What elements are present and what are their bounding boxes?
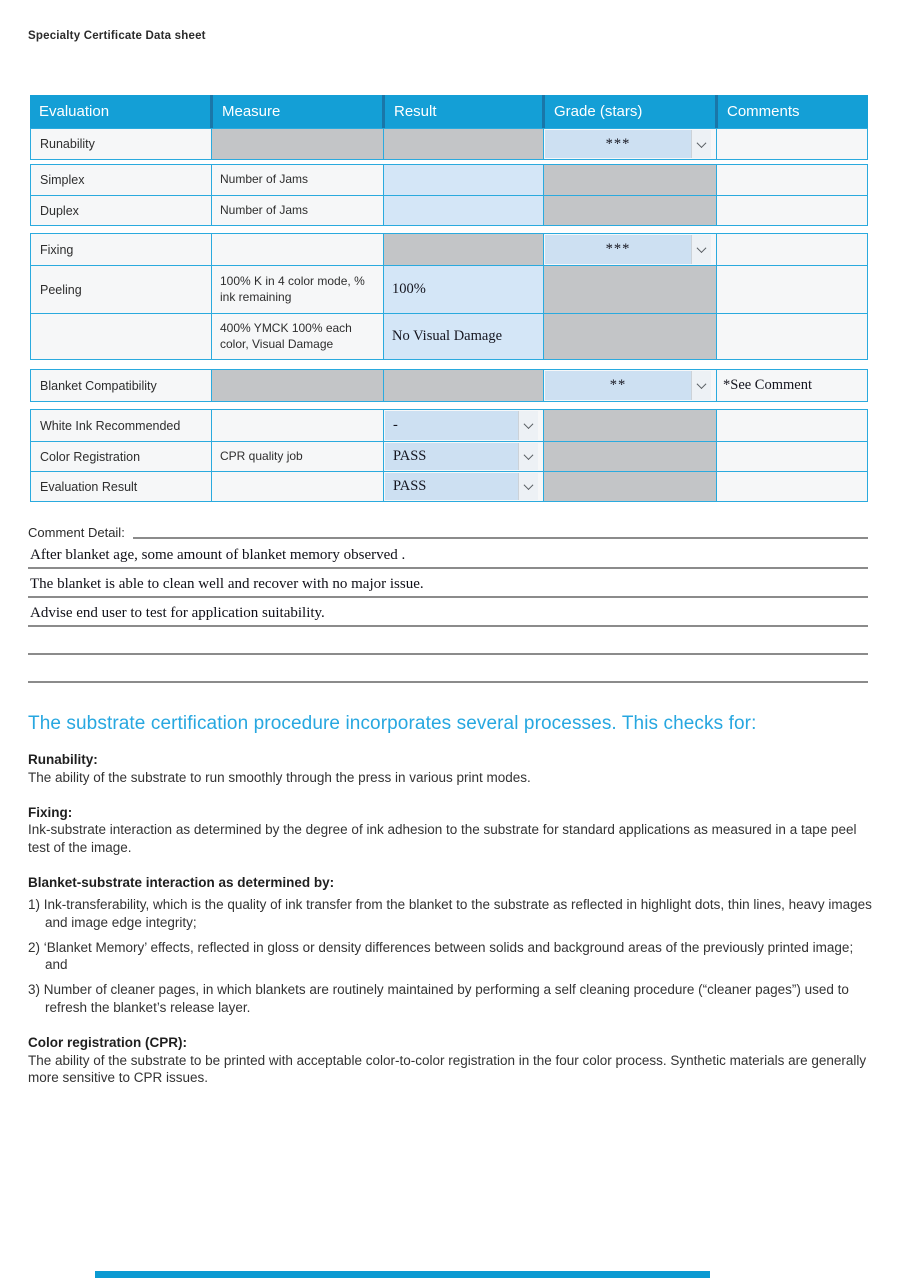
chevron-down-icon xyxy=(691,371,711,400)
result-dropdown-white-ink[interactable] xyxy=(385,411,538,440)
column-header-evaluation: Evaluation xyxy=(39,103,110,120)
numbered-list xyxy=(28,896,874,1017)
measure-cell xyxy=(211,472,383,501)
measure-cell xyxy=(211,129,383,159)
section-blanket-interaction xyxy=(28,874,874,1017)
measure-cell: 100% K in 4 color mode, % ink remaining xyxy=(211,266,383,313)
table-header-row xyxy=(30,95,868,128)
chevron-down-icon xyxy=(518,411,538,440)
table-group-results xyxy=(30,409,868,502)
section-fixing xyxy=(28,804,874,857)
section-title: Blanket-substrate interaction as determined by: xyxy=(28,875,335,891)
result-value: - xyxy=(393,417,398,433)
comment-detail-label: Comment Detail: xyxy=(28,525,125,540)
evaluation-label: Runability xyxy=(40,137,95,151)
grade-cell xyxy=(543,314,716,359)
table-row-color-registration xyxy=(31,441,867,471)
evaluation-label: Duplex xyxy=(40,203,79,218)
comment-detail-leadline xyxy=(133,537,868,539)
comments-cell: *See Comment xyxy=(716,370,867,401)
result-cell: 100% xyxy=(383,266,543,313)
comments-cell xyxy=(716,196,867,225)
evaluation-label: White Ink Recommended xyxy=(40,418,181,433)
table-row-fixing xyxy=(31,234,867,265)
measure-cell: CPR quality job xyxy=(211,442,383,471)
result-cell xyxy=(383,472,543,501)
list-item: 1) Ink-transferability, which is the quality of ink transfer from the blanket to the substrate as reflected in highlight dots, thin lines, heavy images and image edge integrity; xyxy=(28,896,872,930)
chevron-down-icon xyxy=(518,443,538,470)
measure-cell: 400% YMCK 100% each color, Visual Damage xyxy=(211,314,383,359)
table-group-jams xyxy=(30,164,868,226)
column-header-measure: Measure xyxy=(210,95,382,128)
table-group-fixing xyxy=(30,233,868,360)
table-row-peeling xyxy=(31,265,867,313)
column-header-comments: Comments xyxy=(715,95,868,128)
section-heading: The substrate certification procedure incorporates several processes. This checks for: xyxy=(28,713,757,734)
column-header-result: Result xyxy=(382,95,542,128)
table-group-blanket xyxy=(30,369,868,402)
section-title: Color registration (CPR): xyxy=(28,1034,188,1050)
grade-cell xyxy=(543,129,716,159)
comments-cell xyxy=(716,234,867,265)
evaluation-label xyxy=(31,314,211,359)
comments-cell xyxy=(716,442,867,471)
explanation-body xyxy=(28,751,874,1104)
grade-cell xyxy=(543,370,716,401)
comment-line[interactable]: Advise end user to test for application suitability. xyxy=(28,598,868,627)
table-row-duplex xyxy=(31,195,867,225)
result-cell: No Visual Damage xyxy=(383,314,543,359)
section-text: The ability of the substrate to run smoothly through the press in various print modes. xyxy=(28,769,531,785)
comments-cell xyxy=(716,129,867,159)
grade-dropdown-fixing[interactable] xyxy=(545,235,711,264)
result-cell xyxy=(383,165,543,195)
measure-cell: Number of Jams xyxy=(211,165,383,195)
grade-dropdown-runability[interactable] xyxy=(545,130,711,158)
grade-value: *** xyxy=(605,135,631,152)
result-value: PASS xyxy=(393,448,427,464)
table-row-blanket-compatibility xyxy=(31,370,867,401)
result-value: PASS xyxy=(393,478,427,494)
chevron-down-icon xyxy=(691,130,711,158)
evaluation-label: Color Registration xyxy=(40,449,141,464)
result-dropdown-evaluation-result[interactable] xyxy=(385,473,538,500)
page-title: Specialty Certificate Data sheet xyxy=(28,30,206,42)
result-dropdown-color-registration[interactable] xyxy=(385,443,538,470)
table-row-evaluation-result xyxy=(31,471,867,501)
measure-cell: Number of Jams xyxy=(211,196,383,225)
section-runability xyxy=(28,751,874,787)
comments-cell xyxy=(716,472,867,501)
grade-cell xyxy=(543,165,716,195)
grade-cell xyxy=(543,410,716,441)
evaluation-label: Blanket Compatibility xyxy=(40,378,157,393)
grade-cell xyxy=(543,442,716,471)
list-item: 3) Number of cleaner pages, in which blankets are routinely maintained by performing a self cleaning procedure (“cleaner pages”) used to refresh the blanket’s release layer. xyxy=(28,982,849,1015)
grade-dropdown-blanket[interactable] xyxy=(545,371,711,400)
grade-cell xyxy=(543,472,716,501)
footer-accent-bar xyxy=(95,1271,710,1278)
evaluation-label: Fixing xyxy=(40,242,74,257)
chevron-down-icon xyxy=(518,473,538,500)
section-title: Runability: xyxy=(28,752,98,767)
evaluation-label: Evaluation Result xyxy=(40,479,138,494)
comment-line[interactable]: After blanket age, some amount of blanket memory observed . xyxy=(28,540,868,569)
table-row-visual-damage xyxy=(31,313,867,359)
grade-value: ** xyxy=(609,377,627,393)
grade-value: *** xyxy=(605,241,631,257)
comment-line[interactable] xyxy=(28,655,868,683)
comment-detail-section xyxy=(28,521,868,683)
result-cell xyxy=(383,196,543,225)
result-cell xyxy=(383,410,543,441)
measure-cell xyxy=(211,370,383,401)
measure-cell xyxy=(211,410,383,441)
result-cell xyxy=(383,442,543,471)
measure-cell xyxy=(211,234,383,265)
table-row-simplex xyxy=(31,165,867,195)
grade-cell xyxy=(543,234,716,265)
result-cell xyxy=(383,370,543,401)
grade-cell xyxy=(543,196,716,225)
comments-cell xyxy=(716,410,867,441)
section-text: The ability of the substrate to be printed with acceptable color-to-color registration in the four color process. Synthetic materials are generally more sensitive to CPR issues. xyxy=(28,1052,867,1086)
chevron-down-icon xyxy=(691,235,711,264)
section-color-registration xyxy=(28,1034,874,1087)
evaluation-label: Simplex xyxy=(40,173,85,187)
section-text: Ink-substrate interaction as determined by the degree of ink adhesion to the substrate for standard applications as measured in a tape peel test of the image. xyxy=(28,822,857,856)
column-header-grade: Grade (stars) xyxy=(542,95,715,128)
comments-cell xyxy=(716,165,867,195)
result-cell xyxy=(383,129,543,159)
table-group-runability xyxy=(30,128,868,160)
section-title: Fixing: xyxy=(28,804,73,820)
table-row-white-ink xyxy=(31,410,867,441)
evaluation-table xyxy=(30,95,868,502)
list-item: 2) ‘Blanket Memory’ effects, reflected in gloss or density differences between solids and background areas of the previously printed image; and xyxy=(28,939,854,973)
comments-cell xyxy=(716,266,867,313)
grade-cell xyxy=(543,266,716,313)
comment-line[interactable] xyxy=(28,627,868,655)
comments-cell xyxy=(716,314,867,359)
evaluation-label: Peeling xyxy=(40,282,82,297)
result-cell xyxy=(383,234,543,265)
comment-line[interactable]: The blanket is able to clean well and recover with no major issue. xyxy=(28,569,868,598)
table-row-runability xyxy=(31,129,867,159)
